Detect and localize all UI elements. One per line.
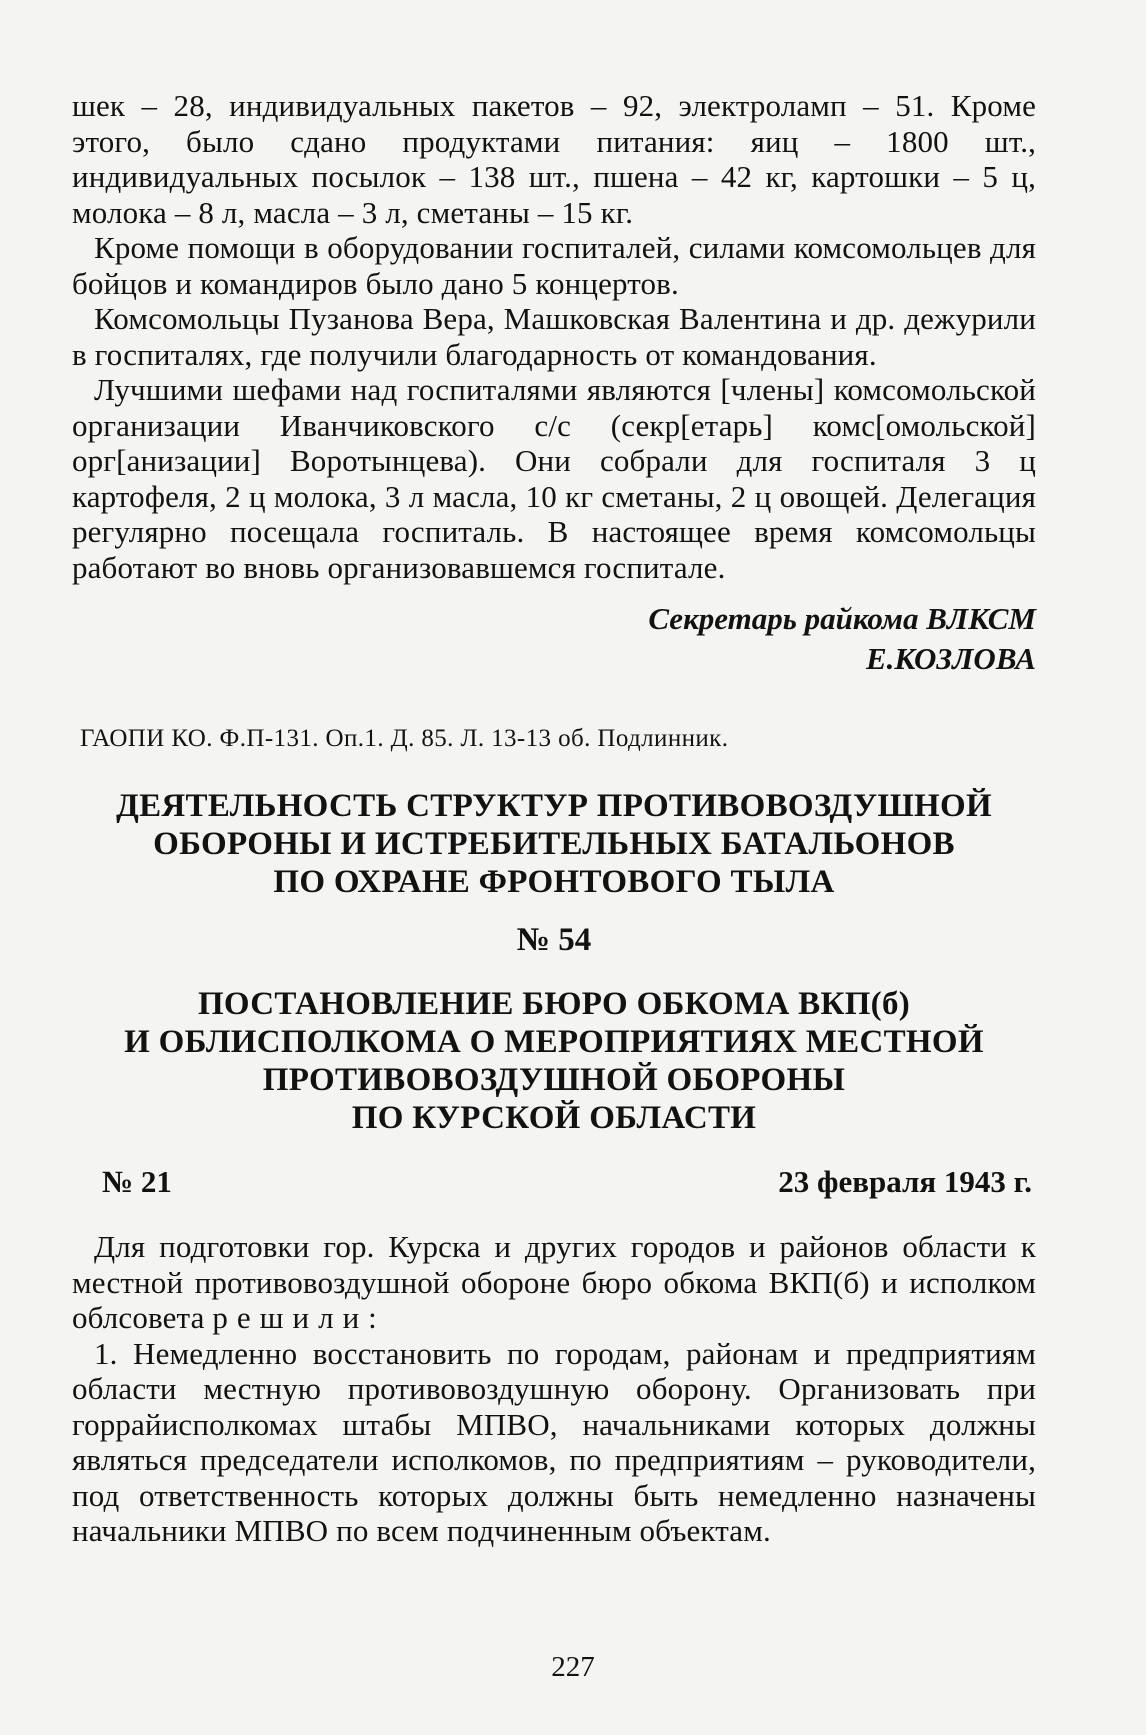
section-title — [72, 787, 1036, 901]
intro-paragraph — [72, 1229, 1036, 1336]
decided-label: решили: — [212, 1300, 386, 1335]
resolution-date: 23 февраля 1943 г. — [778, 1164, 1032, 1199]
paragraph-duty: Комсомольцы Пузанова Вера, Машковская Валентина и др. дежурили в госпиталях, где получили благодарность от командования. — [72, 301, 1036, 372]
paragraph-concerts: Кроме помощи в оборудовании госпиталей, силами комсомольцев для бойцов и командиров было дано 5 концертов. — [72, 230, 1036, 301]
resolution-number: № 21 — [102, 1164, 172, 1199]
archive-reference: ГАОПИ КО. Ф.П-131. Оп.1. Д. 85. Л. 13-13 об. Подлинник. — [80, 725, 729, 752]
document-title — [72, 985, 1036, 1137]
document-title-line: ПРОТИВОВОЗДУШНОЙ ОБОРОНЫ — [262, 1062, 846, 1098]
document-title-line: ПО КУРСКОЙ ОБЛАСТИ — [351, 1100, 757, 1136]
section-title-line: ДЕЯТЕЛЬНОСТЬ СТРУКТУР ПРОТИВОВОЗДУШНОЙ — [116, 788, 992, 824]
document-number: № 54 — [516, 922, 592, 958]
section-title-line: ПО ОХРАНЕ ФРОНТОВОГО ТЫЛА — [273, 864, 835, 900]
resolution-meta — [72, 1163, 1036, 1201]
paragraph-best-patrons: Лучшими шефами над госпиталями являются [члены] комсомольской организации Иванчиковского с/с (секр[етарь] комс[омольской] орг[анизации] Воротынцева). Они собрали для госпиталя 3 ц картофеля, 2 ц молока, 3 л масла, 10 кг сметаны, 2 ц овощей. Делегация регулярно посещала госпиталь. В настоящее время комсомольцы работают во вновь организовавшемся госпитале. — [72, 372, 1036, 585]
document-title-line: И ОБЛИСПОЛКОМА О МЕРОПРИЯТИЯХ МЕСТНОЙ — [124, 1024, 984, 1060]
document-title-line: ПОСТАНОВЛЕНИЕ БЮРО ОБКОМА ВКП(б) — [197, 986, 911, 1022]
signature-role: Секретарь райкома ВЛКСМ — [648, 601, 1036, 636]
paragraph-donations: шек – 28, индивидуальных пакетов – 92, электроламп – 51. Кроме этого, было сдано продуктами питания: яиц – 1800 шт., индивидуальных посылок – 138 шт., пшена – 42 кг, картошки – 5 ц, молока – 8 л, масла – 3 л, сметаны – 15 кг. — [72, 88, 1036, 230]
signature-name: Е.КОЗЛОВА — [866, 641, 1036, 676]
section-title-line: ОБОРОНЫ И ИСТРЕБИТЕЛЬНЫХ БАТАЛЬОНОВ — [153, 826, 955, 862]
intro-text: Для подготовки гор. Курска и других городов и районов области к местной противовоздушной обороне бюро обкома ВКП(б) и исполком облсовета — [72, 1229, 1036, 1335]
page-number: 227 — [551, 1651, 595, 1683]
point-1: 1. Немедленно восстановить по городам, районам и предприятиям области местную противовоздушную оборону. Организовать при горрайисполкомах штабы МПВО, начальниками которых должны являться председатели исполкомов, по предприятиям – руководители, под ответственность которых должны быть немедленно назначены начальники МПВО по всем подчиненным объектам. — [72, 1335, 1036, 1548]
document-page — [72, 88, 1036, 1549]
